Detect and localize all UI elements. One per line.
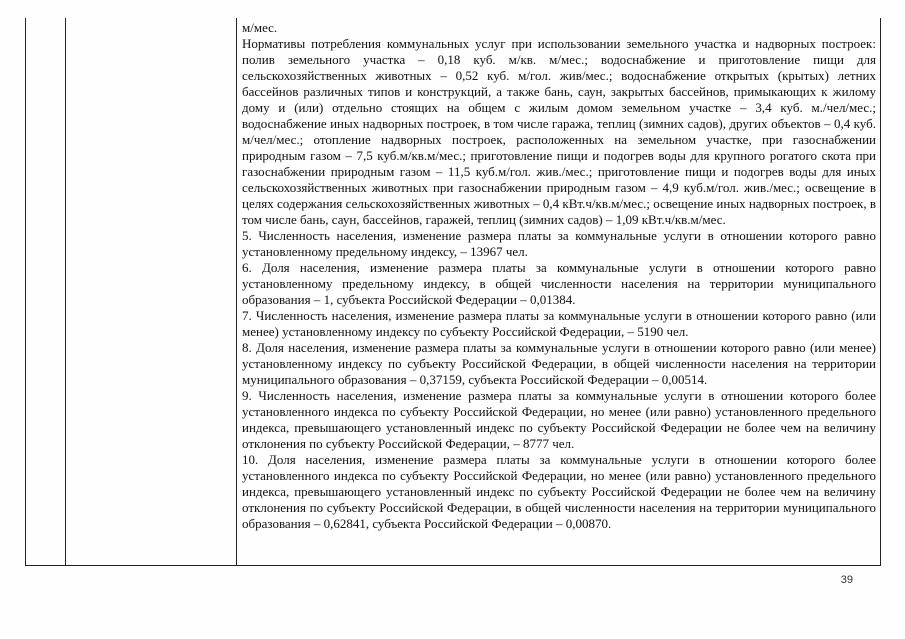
table-column-divider (236, 18, 237, 565)
page-number: 39 (840, 574, 853, 586)
paragraph-units-continuation: м/мес. (242, 20, 278, 35)
paragraph-item-8: 8. Доля населения, изменение размера платы за коммунальные услуги в отношении которого равно (или менее) установленному индексу по субъекту Российской Федерации, в общей численности населения на территории муниципального образования – 0,37159, субъекта Российской Федерации – 0,00514. (242, 340, 876, 387)
table-column-divider (65, 18, 66, 565)
paragraph-item-10: 10. Доля населения, изменение размера платы за коммунальные услуги в отношении которого более установленного индекса по субъекту Российской Федерации, но менее (или равно) установленного предельного индекса, превышающего установленный индекс по субъекту Российской Федерации не более чем на величину отклонения по субъекту Российской Федерации, в общей численности населения на территории муниципального образования – 0,62841, субъекта Российской Федерации – 0,00870. (242, 452, 876, 531)
content-table (25, 18, 881, 566)
paragraph-item-5: 5. Численность населения, изменение размера платы за коммунальные услуги в отношении которого равно установленному предельному индексу, – 13967 чел. (242, 228, 876, 259)
paragraph-consumption-norms: Нормативы потребления коммунальных услуг при использовании земельного участка и надворных построек: полив земельного участка – 0,18 куб. м/кв. м/мес.; водоснабжение и приготовление пищи для сельскохозяйственных животных – 0,52 куб. м/гол. жив/мес.; водоснабжение открытых (крытых) летних бассейнов различных типов и конструкций, а также бань, саун, закрытых бассейнов, примыкающих к жилому дому и (или) отдельно стоящих на общем с жилым домом земельном участке – 3,4 куб. м./чел/мес.; водоснабжение иных надворных построек, в том числе гаража, теплиц (зимних садов), других объектов – 0,4 куб. м/чел/мес.; отопление надворных построек, расположенных на земельном участке, при газоснабжении природным газом – 7,5 куб.м/кв.м/мес.; приготовление пищи и подогрев воды для крупного рогатого скота при газоснабжении природным газом – 11,5 куб.м/гол. жив./мес.; приготовление пищи и подогрев воды для иных сельскохозяйственных животных при газоснабжении природным газом – 4,9 куб.м/гол. жив./мес.; освещение в целях содержания сельскохозяйственных животных – 0,4 кВт.ч/кв.м/мес.; освещение иных надворных построек, в том числе бань, саун, бассейнов, гаражей, теплиц (зимних садов) – 1,09 кВт.ч/кв.м/мес. (242, 36, 876, 227)
paragraph-item-9: 9. Численность населения, изменение размера платы за коммунальные услуги в отношении которого более установленного индекса по субъекту Российской Федерации, но менее (или равно) установленного предельного индекса, превышающего установленный индекс по субъекту Российской Федерации не более чем на величину отклонения по субъекту Российской Федерации, – 8777 чел. (242, 388, 876, 451)
paragraph-item-7: 7. Численность населения, изменение размера платы за коммунальные услуги в отношении которого равно (или менее) установленному индексу по субъекту Российской Федерации, – 5190 чел. (242, 308, 876, 339)
table-cell-text (242, 20, 876, 532)
paragraph-item-6: 6. Доля населения, изменение размера платы за коммунальные услуги в отношении которого равно установленному предельному индексу, в общей численности населения на территории муниципального образования – 1, субъекта Российской Федерации – 0,01384. (242, 260, 876, 307)
